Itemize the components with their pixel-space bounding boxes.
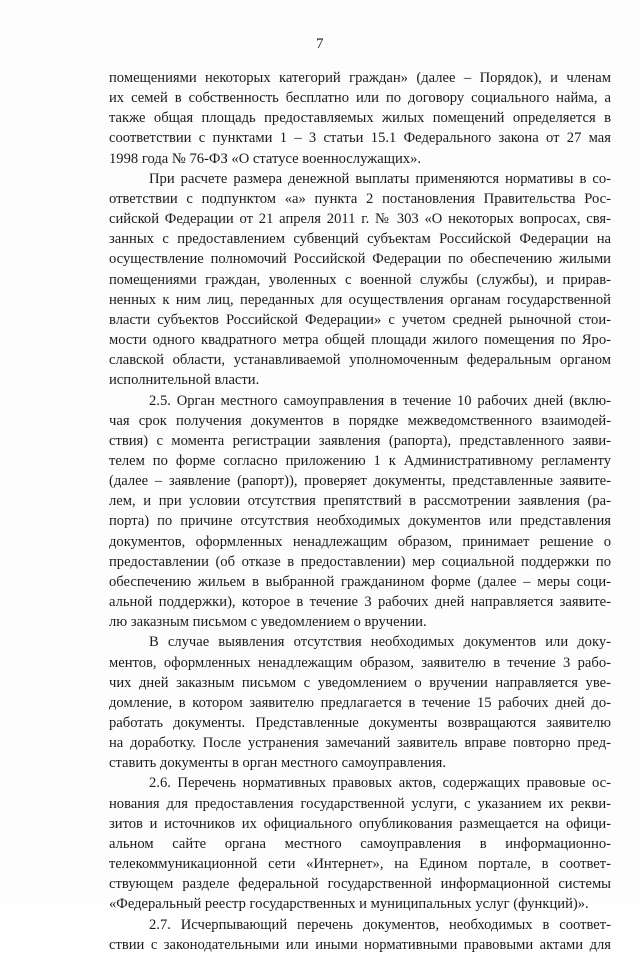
text-line: славской области, устанавливаемой уполномоченным федеральным органом [109,352,611,369]
text-line: власти субъектов Российской Федерации» с учетом средней рыночной стои- [109,311,611,328]
text-line: документов, оформленных ненадлежащим образом, принимает решение о [109,533,611,550]
text-line: ответствии с подпунктом «а» пункта 2 постановления Правительства Рос- [109,190,611,207]
text-line: на доработку. После устранения замечаний заявитель вправе повторно пред- [109,735,611,752]
text-line: порта) по причине отсутствия необходимых документов или представления [109,513,611,530]
document-body [109,68,611,955]
text-line: зитов и источников их официального опубликования размещается на офици- [109,815,611,832]
text-line: лю заказным письмом с уведомлением о вручении. [109,614,427,631]
text-line: лем, и при условии отсутствия препятствий в рассмотрении заявления (ра- [109,493,611,510]
text-line: ствии с законодательными или иными нормативными правовыми актами для [109,936,611,953]
text-line: нования для предоставления государственной услуги, с указанием их рекви- [109,795,611,812]
text-line: чая срок получения документов в порядке межведомственного взаимодей- [109,412,611,429]
paragraph-2-7 [109,915,611,955]
text-line: сийской Федерации от 21 апреля 2011 г. № 303 «О некоторых вопросах, свя- [109,211,611,228]
text-line: соответствии с пунктами 1 – 3 статьи 15.1 Федерального закона от 27 мая [109,130,611,147]
text-line: помещениями некоторых категорий граждан» (далее – Порядок), и членам [109,70,611,86]
paragraph [109,632,611,773]
text-line: В случае выявления отсутствия необходимых документов или доку- [149,634,611,651]
paragraph [109,169,611,391]
paragraph-2-5 [109,391,611,633]
text-line: домление, в котором заявителю предлагается в течение 15 рабочих дней до- [109,694,611,711]
text-line: их семей в собственность бесплатно или по договору социального найма, а [109,90,611,107]
text-line: ментов, оформленных ненадлежащим образом, заявителю в течение 3 рабо- [109,654,611,671]
text-line: 1998 года № 76-ФЗ «О статусе военнослужащих». [109,150,422,167]
text-line: помещениями граждан, уволенных с военной службы (службы), и прирав- [109,271,611,288]
text-line: осуществление полномочий Российской Федерации по обеспечению жилыми [109,251,611,268]
text-line: обеспечению жильем в выбранной гражданином форме (далее – меры соци- [109,573,611,590]
text-line: телекоммуникационной сети «Интернет», на Едином портале, в соответ- [109,856,611,873]
text-line: телем по форме согласно приложению 1 к Административному регламенту [109,452,611,469]
text-line: альной поддержки), которое в течение 3 рабочих дней направляется заявите- [109,594,611,611]
text-line: работать документы. Представленные документы возвращаются заявителю [109,715,611,731]
text-line: ненных к ним лиц, переданных для осуществления органам государственной [109,291,611,308]
paragraph-2-6 [109,773,611,914]
text-line: (далее – заявление (рапорт)), проверяет документы, представленные заявите- [109,473,611,490]
text-line: ствующем разделе федеральной государственной информационной системы [109,876,611,893]
text-line: 2.7. Исчерпывающий перечень документов, необходимых в соответ- [149,916,611,933]
text-line: ставить документы в орган местного самоуправления. [109,755,447,772]
page-number: 7 [316,36,324,52]
text-line: 2.6. Перечень нормативных правовых актов, содержащих правовые ос- [149,775,611,792]
text-line: ствия) с момента регистрации заявления (рапорта), представленного заяви- [109,432,611,449]
text-line: занных с предоставлением субвенций субъектам Российской Федерации на [109,231,611,248]
text-line: «Федеральный реестр государственных и муниципальных услуг (функций)». [109,896,589,913]
text-line: мости одного квадратного метра общей площади жилого помещения по Яро- [109,332,611,349]
text-line: предоставлении (об отказе в предоставлении) мер социальной поддержки по [109,553,611,570]
text-line: 2.5. Орган местного самоуправления в течение 10 рабочих дней (вклю- [149,392,611,409]
text-line: чих дней заказным письмом с уведомлением о вручении направляется уве- [109,674,611,691]
text-line: альном сайте органа местного самоуправления в информационно- [109,835,611,852]
text-line: также общая площадь предоставляемых жилых помещений определяется в [109,110,611,127]
paragraph [109,68,611,169]
text-line: При расчете размера денежной выплаты применяются нормативы в со- [149,170,611,187]
text-line: исполнительной власти. [109,372,260,389]
